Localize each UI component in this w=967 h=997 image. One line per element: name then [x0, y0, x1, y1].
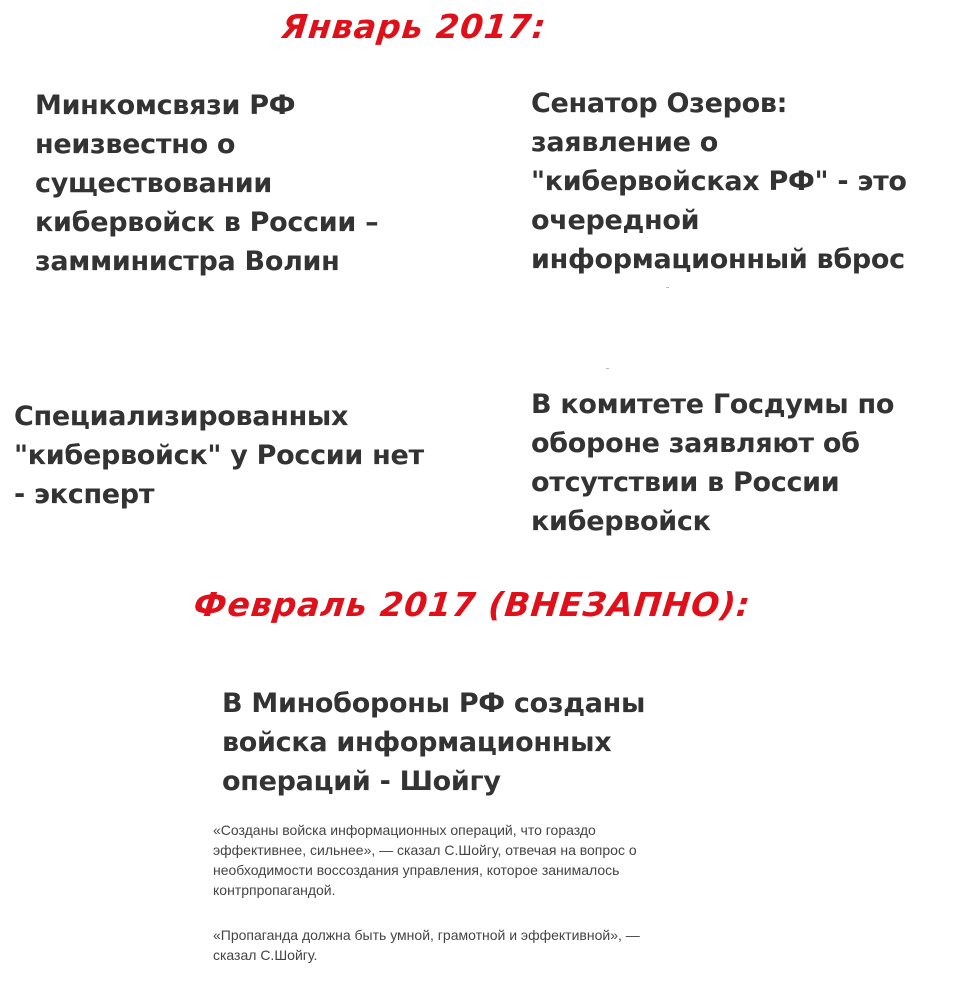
scan-speck — [666, 287, 669, 288]
heading-january: Январь 2017: — [279, 7, 549, 46]
headline-minkomsvyaz: Минкомсвязи РФ неизвестно о существовании кибервойск в России – замминистра Волин — [35, 90, 379, 277]
headline-senator-ozerov: Сенатор Озеров: заявление о "кибервойсках РФ" - это очередной информационный вброс — [531, 88, 907, 275]
heading-february: Февраль 2017 (ВНЕЗАПНО): — [191, 585, 753, 624]
quote-shoigu-information-troops: «Созданы войска информационных операций, что гораздо эффективнее, сильнее», — сказал С.Шойгу, отвечая на вопрос о необходимости воссоздания управления, которое занималось контрпропагандой. — [213, 822, 637, 898]
headline-mod-shoigu: В Минобороны РФ созданы войска информационных операций - Шойгу — [222, 688, 646, 797]
scan-speck — [606, 368, 609, 369]
headline-gosduma-committee: В комитете Госдумы по обороне заявляют об отсутствии в России кибервойск — [531, 389, 895, 537]
headline-expert: Специализированных "кибервойск" у России нет - эксперт — [14, 401, 424, 510]
quote-shoigu-propaganda: «Пропаганда должна быть умной, грамотной и эффективной», — сказал С.Шойгу. — [213, 927, 640, 963]
